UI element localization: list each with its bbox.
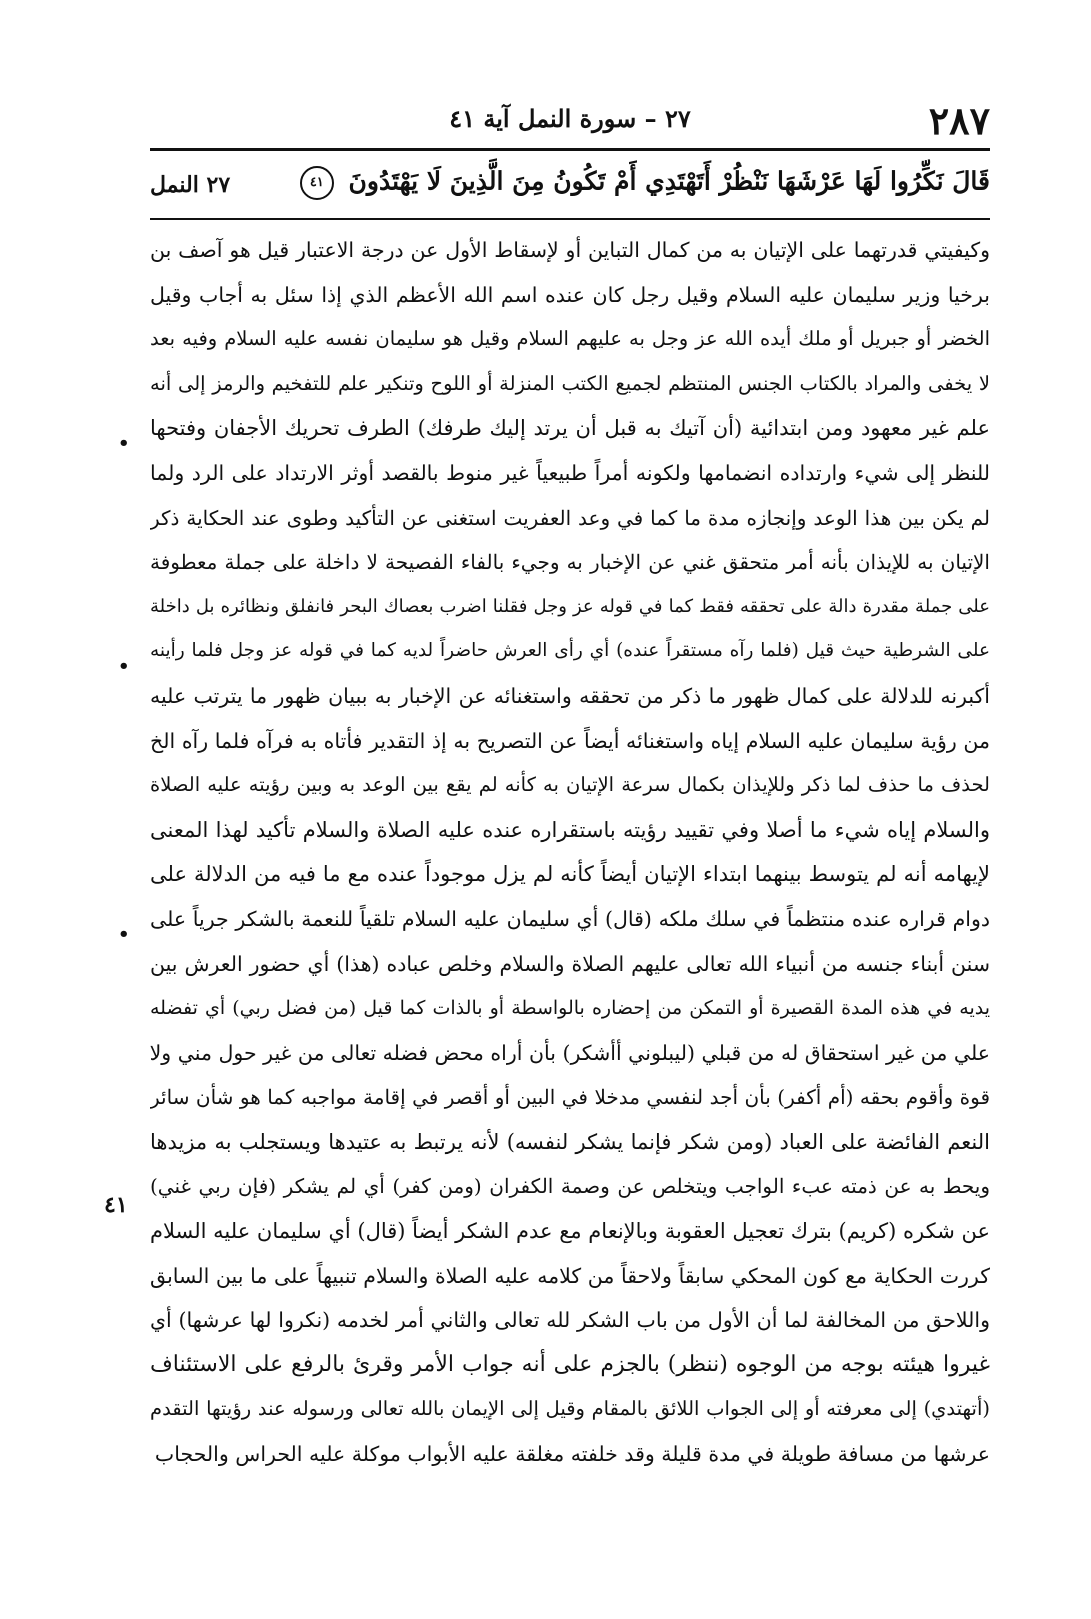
commentary-line: واللاحق من المخالفة لما أن الأول من باب الشكر لله تعالى والثاني أمر لخدمه (نكروا لها عرشها) أي [150,1308,990,1333]
commentary-body [150,228,990,1477]
margin-bullet: • [118,656,130,677]
margin-bullet: • [118,924,130,945]
commentary-line: لا يخفى والمراد بالكتاب الجنس المنتظم لجميع الكتب المنزلة أو اللوح وتنكير علم للتفخيم والرمز إلى أنه [150,371,990,395]
commentary-line: ويحط به عن ذمته عبء الواجب ويتخلص عن وصمة الكفران (ومن كفر) أي لم يشكر (فإن ربي غني) [150,1174,990,1199]
commentary-line: عن شكره (كريم) بترك تعجيل العقوبة وبالإنعام مع عدم الشكر أيضاً (قال) أي سليمان عليه السلام [150,1219,990,1244]
running-title: ٢٧ – سورة النمل آية ٤١ [449,104,691,133]
quran-verse [290,166,990,200]
commentary-line: يديه في هذه المدة القصيرة أو التمكن من إحضاره بالواسطة أو بالذات كما قيل (من فضل ربي) أي تفضله [150,997,990,1020]
page-number: ٢٨٧ [928,98,990,143]
commentary-line: (أتهتدي) إلى معرفته أو إلى الجواب اللائق بالمقام وقيل إلى الإيمان بالله تعالى ورسوله عند رؤيتها التقدم [150,1397,990,1421]
commentary-line: الخضر أو جبريل أو ملك أيده الله عز وجل به عليهم السلام وقيل هو سليمان نفسه عليه السلام وفيه بعد [150,327,990,351]
commentary-line: لإيهامه أنه لم يتوسط بينهما ابتداء الإتيان أيضاً كأنه لم يزل موجوداً عنده مع ما فيه من الدلالة على [150,862,990,887]
commentary-line: للنظر إلى شيء وارتداده انضمامها ولكونه أمراً طبيعياً غير منوط بالقصد أوثر الارتداد على الرد ولما [150,460,990,485]
commentary-line: على جملة مقدرة دالة على تحققه فقط كما في قوله عز وجل فقلنا اضرب بعصاك البحر فانفلق ونظائره بل داخلة [150,595,990,617]
commentary-line: عرشها من مسافة طويلة في مدة قليلة وقد خلفته مغلقة عليه الأبواب موكلة عليه الحراس والحجاب [154,1442,990,1467]
commentary-line: قوة وأقوم بحقه (أم أكفر) بأن أجد لنفسي مدخلا في البين أو أقصر في إقامة مواجبه كما هو شأن سائر [150,1085,990,1110]
margin-bullet: • [118,433,130,454]
verse-end-mark: ٤١ [300,166,334,200]
header-rule [150,148,990,151]
surah-reference: ٢٧ النمل [150,172,231,198]
commentary-line: وكيفيتي قدرتهما على الإتيان به من كمال التباين أو لإسقاط الأول عن درجة الاعتبار قيل هو آصف بن [150,238,990,262]
commentary-line: علم غير معهود ومن ابتدائية (أن آتيك به قبل أن يرتد إليك طرفك) الطرف تحريك الأجفان وفتحها [150,416,990,441]
commentary-line: لحذف ما حذف لما ذكر وللإيذان بكمال سرعة الإتيان به كأنه لم يقع بين الوعد به وبين رؤيته عليه الصلاة [150,773,990,797]
commentary-line: على الشرطية حيث قيل (فلما رآه مستقراً عنده) أي رأى العرش حاضراً لديه كما في قوله عز وجل فلما رأينه [150,640,990,662]
page-header [150,96,990,144]
commentary-line: والسلام إياه شيء ما أصلا وفي تقييد رؤيته باستقراره عنده عليه الصلاة والسلام تأكيد لهذا المعنى [150,817,990,842]
quran-verse-text: قَالَ نَكِّرُوا لَهَا عَرْشَهَا نَنْظُرْ أَتَهْتَدِي أَمْ تَكُونُ مِنَ الَّذِينَ لَا يَهْتَدُونَ [348,166,990,196]
commentary-line: كررت الحكاية مع كون المحكي سابقاً ولاحقاً من كلامه عليه الصلاة والسلام تنبيهاً على ما بين السابق [150,1263,990,1288]
commentary-line: علي من غير استحقاق له من قبلي (ليبلوني أأشكر) بأن أراه محض فضله تعالى من غير حول مني ولا [150,1040,990,1065]
commentary-line: النعم الفائضة على العباد (ومن شكر فإنما يشكر لنفسه) لأنه يرتبط به عتيدها ويستجلب به مزيدها [150,1129,990,1154]
margin-verse-number: ٤١ [104,1192,128,1218]
verse-rule [150,218,990,220]
commentary-line: سنن أبناء جنسه من أنبياء الله تعالى عليهم الصلاة والسلام وخلص عباده (هذا) أي حضور العرش بين [150,951,990,976]
commentary-line: أكبرنه للدلالة على كمال ظهور ما ذكر من تحققه واستغنائه عن الإخبار به ببيان ظهور ما يترتب عليه [150,683,990,708]
commentary-line: دوام قراره عنده منتظماً في سلك ملكه (قال) أي سليمان عليه السلام تلقياً للنعمة بالشكر جرياً على [150,906,990,931]
commentary-line: من رؤية سليمان عليه السلام إياه واستغنائه أيضاً عن التصريح به إذ التقدير فأتاه به فرآه فلما رآه الخ [150,728,990,753]
quran-verse-line [150,162,990,210]
commentary-line: لم يكن بين هذا الوعد وإنجازه مدة ما كما في وعد العفريت استغنى عن التأكيد وطوى عند الحكاية ذكر [150,505,990,530]
commentary-line: الإتيان به للإيذان بأنه أمر متحقق غني عن الإخبار به وجيء بالفاء الفصيحة لا داخلة على جملة معطوفة [150,550,990,575]
commentary-line: برخيا وزير سليمان عليه السلام وقيل رجل كان عنده اسم الله الأعظم الذي إذا سئل به أجاب وقيل [150,282,990,307]
commentary-line: غيروا هيئته بوجه من الوجوه (ننظر) بالجزم على أنه جواب الأمر وقرئ بالرفع على الاستئناف [150,1351,990,1377]
